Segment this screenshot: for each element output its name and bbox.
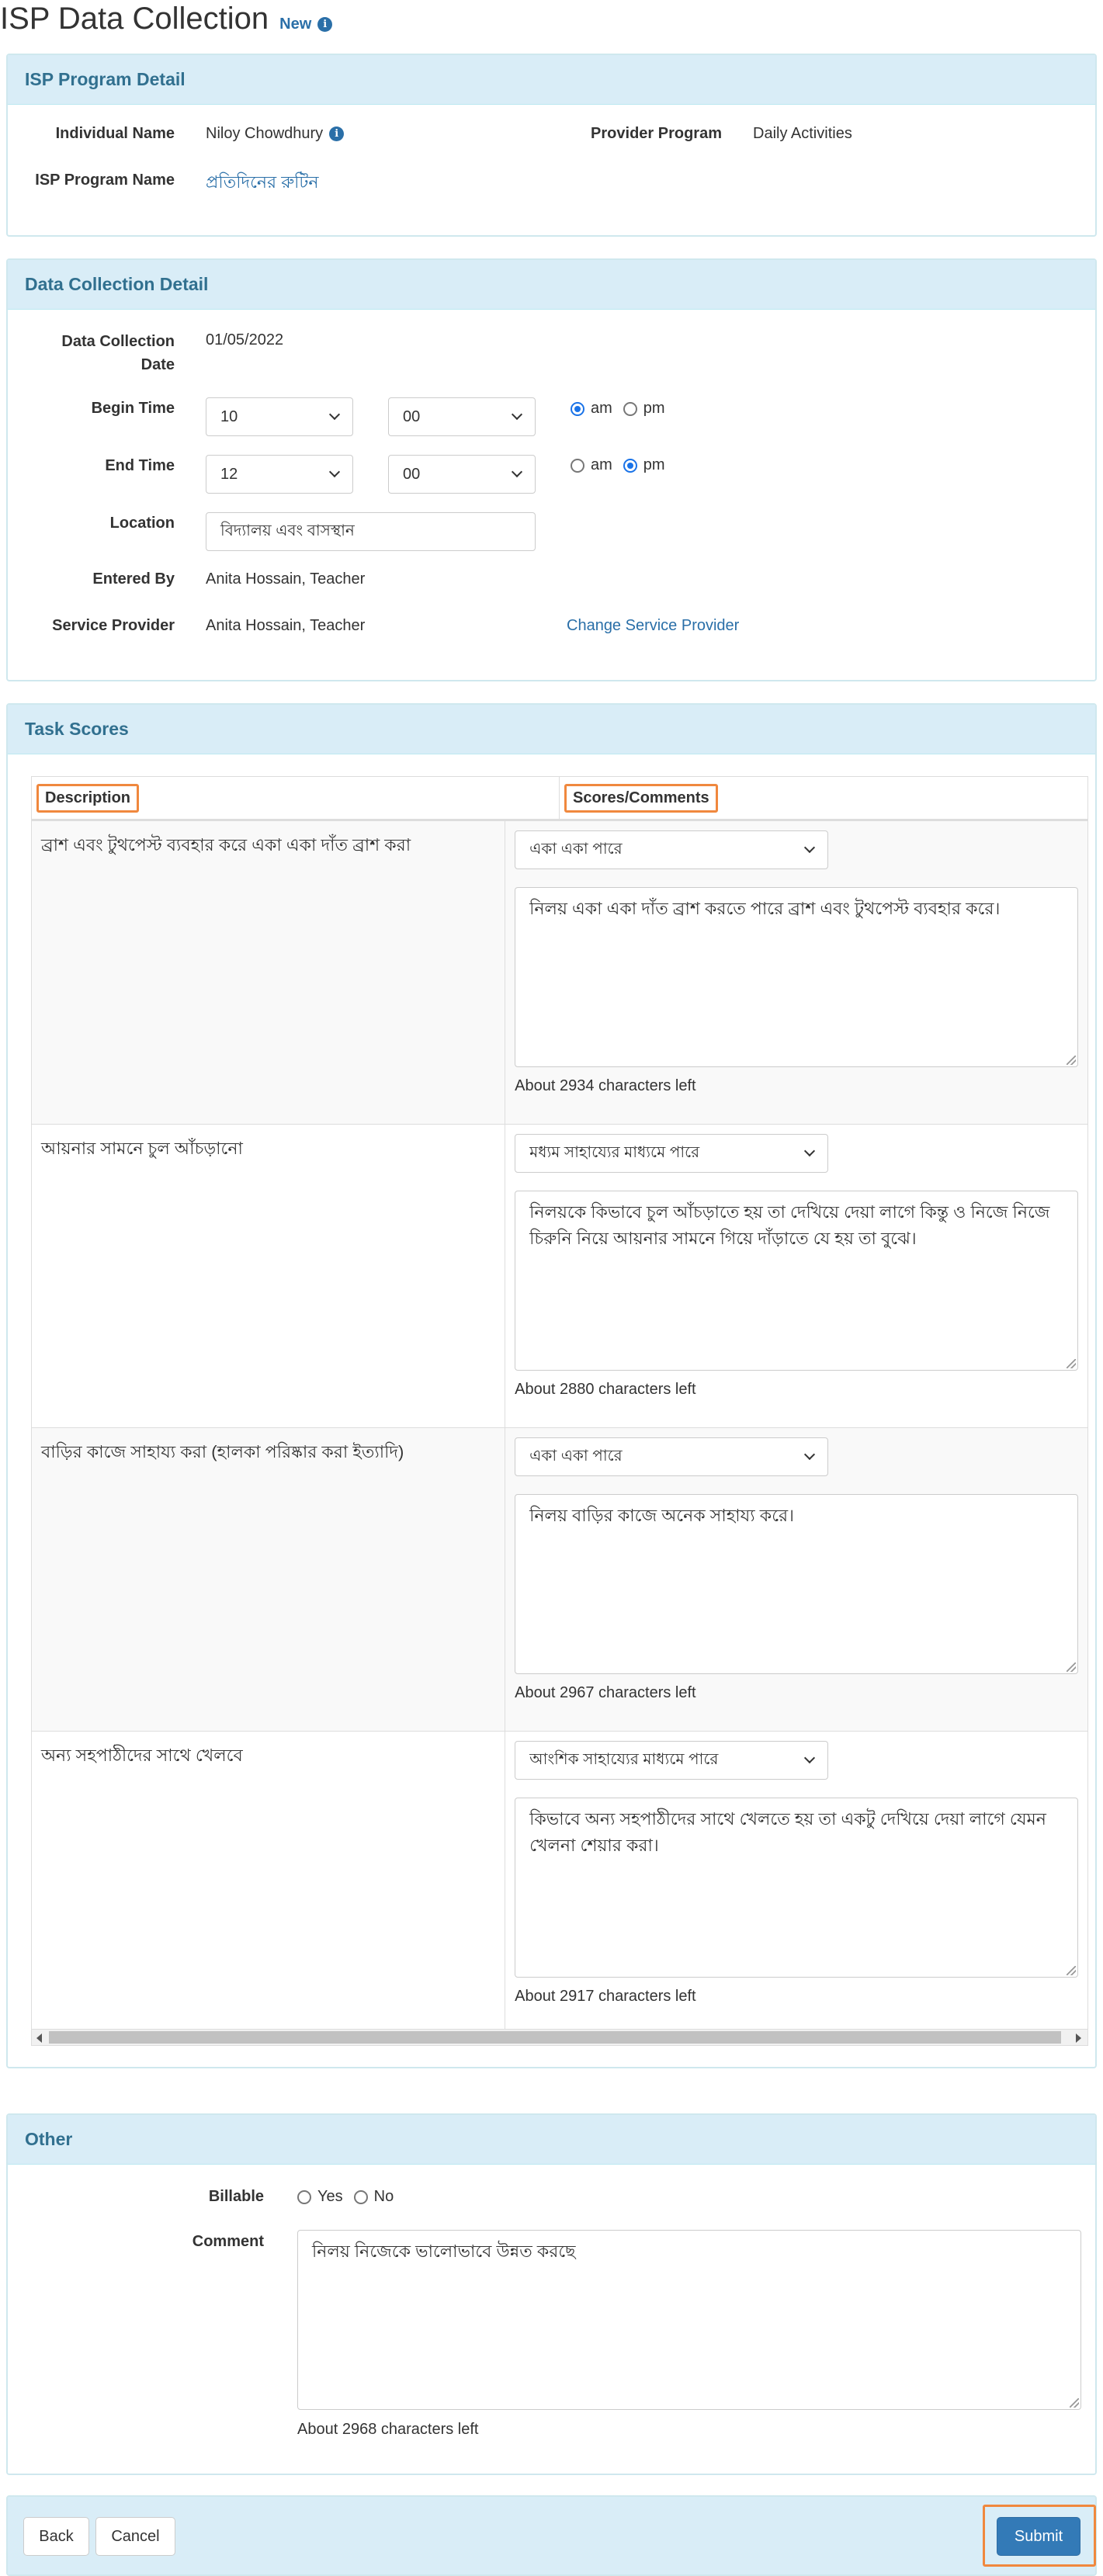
entered-by-label: Entered By — [92, 570, 175, 588]
data-collection-detail-panel — [6, 258, 1097, 681]
other-panel — [6, 2113, 1097, 2475]
entered-by-value: Anita Hossain, Teacher — [206, 570, 366, 588]
comment-textarea[interactable] — [515, 1798, 1078, 1978]
begin-minute-value: 00 — [403, 407, 421, 425]
chevron-down-icon — [804, 1449, 815, 1460]
task-score-cell — [505, 1732, 1087, 2034]
score-select[interactable] — [515, 1437, 828, 1476]
table-row — [32, 1731, 1087, 2034]
table-row — [32, 820, 1087, 1124]
footer-panel — [6, 2495, 1097, 2576]
provider-program-value: Daily Activities — [753, 125, 852, 142]
back-button[interactable]: Back — [23, 2517, 89, 2556]
score-value: আংশিক সাহায্যের মাধ্যমে পারে — [529, 1750, 719, 1768]
individual-info-icon[interactable]: i — [329, 127, 344, 141]
isp-program-name-link[interactable]: প্রতিদিনের রুটিন — [206, 172, 319, 192]
task-description: অন্য সহপাঠীদের সাথে খেলবে — [32, 1732, 505, 2034]
info-icon[interactable]: i — [317, 17, 332, 32]
score-value: একা একা পারে — [529, 1447, 623, 1465]
comment-text: নিলয় একা একা দাঁত ব্রাশ করতে পারে ব্রাশ এবং টুথপেস্ট ব্যবহার করে। — [529, 899, 1001, 918]
billable-yes-radio[interactable] — [297, 2190, 311, 2204]
chevron-down-icon — [512, 409, 522, 420]
description-header-cell — [32, 777, 560, 819]
chevron-down-icon — [804, 1753, 815, 1763]
comment-text: কিভাবে অন্য সহপাঠীদের সাথে খেলতে হয় তা একটু দেখিয়ে দেয়া লাগে যেমন খেলনা শেয়ার করা। — [529, 1809, 1046, 1855]
task-scores-table — [31, 776, 1088, 2035]
resize-handle-icon[interactable] — [1067, 1966, 1076, 1975]
score-select[interactable] — [515, 1134, 828, 1173]
end-minute-select[interactable] — [388, 455, 536, 494]
end-hour-value: 12 — [220, 465, 238, 483]
chevron-down-icon — [329, 409, 340, 420]
end-ampm-group — [571, 456, 676, 474]
page-header — [0, 0, 332, 37]
task-score-cell — [505, 821, 1087, 1124]
submit-button[interactable]: Submit — [997, 2517, 1080, 2556]
end-pm-label: pm — [643, 456, 665, 473]
scores-header-cell — [560, 777, 1087, 819]
scroll-left-icon[interactable] — [36, 2033, 42, 2043]
begin-ampm-group — [571, 400, 676, 418]
begin-am-label: am — [591, 400, 612, 417]
characters-left: About 2880 characters left — [515, 1381, 696, 1398]
chevron-down-icon — [329, 466, 340, 477]
panel-heading: Task Scores — [8, 705, 1095, 754]
comment-textarea[interactable] — [515, 1494, 1078, 1674]
other-comment-textarea[interactable] — [297, 2230, 1081, 2410]
comment-text: নিলয়কে কিভাবে চুল আঁচড়াতে হয় তা দেখিয়ে দেয়া লাগে কিন্তু ও নিজে নিজে চিরুনি নিয়ে আয়নার সামনে গিয়ে দাঁড়াতে যে হয় তা বুঝে। — [529, 1202, 1050, 1248]
date-label-line2: Date — [140, 356, 175, 373]
individual-name-label: Individual Name — [55, 125, 175, 142]
begin-hour-value: 10 — [220, 407, 238, 425]
date-label-line1: Data Collection — [61, 333, 175, 350]
new-label[interactable]: New — [279, 16, 312, 33]
comment-text: নিলয় বাড়ির কাজে অনেক সাহায্য করে। — [529, 1506, 795, 1525]
task-score-cell — [505, 1428, 1087, 1731]
billable-no-radio[interactable] — [354, 2190, 368, 2204]
task-score-cell — [505, 1125, 1087, 1427]
scrollbar-thumb[interactable] — [49, 2031, 1061, 2044]
chevron-down-icon — [512, 466, 522, 477]
begin-pm-label: pm — [643, 400, 665, 417]
task-scores-panel — [6, 703, 1097, 2068]
description-header[interactable]: Description — [36, 784, 139, 813]
characters-left: About 2934 characters left — [515, 1077, 696, 1094]
individual-name-value — [206, 125, 344, 143]
location-value: বিদ্যালয় এবং বাসস্থান — [220, 522, 355, 539]
location-input[interactable] — [206, 512, 536, 551]
panel-heading: Data Collection Detail — [8, 260, 1095, 310]
location-label: Location — [109, 515, 175, 532]
table-header-row — [32, 777, 1087, 820]
comment-label: Comment — [192, 2233, 264, 2250]
isp-program-detail-panel — [6, 54, 1097, 237]
service-provider-label: Service Provider — [52, 617, 175, 634]
other-characters-left: About 2968 characters left — [297, 2421, 479, 2438]
end-time-label: End Time — [105, 457, 175, 474]
billable-radio-group — [297, 2188, 404, 2206]
characters-left: About 2967 characters left — [515, 1684, 696, 1701]
score-select[interactable] — [515, 1741, 828, 1780]
other-comment-text: নিলয় নিজেকে ভালোভাবে উন্নত করছে — [312, 2241, 576, 2261]
billable-yes-label: Yes — [317, 2188, 343, 2205]
task-description: ব্রাশ এবং টুথপেস্ট ব্যবহার করে একা একা দাঁত ব্রাশ করা — [32, 821, 505, 1124]
page-title: ISP Data Collection — [0, 2, 269, 36]
begin-pm-radio[interactable] — [623, 402, 637, 416]
horizontal-scrollbar[interactable] — [31, 2029, 1088, 2046]
characters-left: About 2917 characters left — [515, 1988, 696, 2005]
date-value: 01/05/2022 — [206, 331, 284, 348]
individual-name-text: Niloy Chowdhury — [206, 125, 324, 142]
table-row — [32, 1124, 1087, 1427]
resize-handle-icon[interactable] — [1070, 2398, 1079, 2408]
panel-heading: Other — [8, 2115, 1095, 2165]
billable-label: Billable — [208, 2188, 264, 2205]
date-label — [8, 330, 175, 376]
scores-comments-header[interactable]: Scores/Comments — [564, 784, 718, 813]
end-minute-value: 00 — [403, 465, 421, 483]
panel-heading: ISP Program Detail — [8, 55, 1095, 105]
begin-hour-select[interactable] — [206, 397, 353, 436]
end-pm-radio[interactable] — [623, 459, 637, 473]
task-description: বাড়ির কাজে সাহায্য করা (হালকা পরিষ্কার করা ইত্যাদি) — [32, 1428, 505, 1731]
scroll-right-icon[interactable] — [1076, 2033, 1081, 2043]
end-am-label: am — [591, 456, 612, 473]
begin-minute-select[interactable] — [388, 397, 536, 436]
resize-handle-icon[interactable] — [1067, 1056, 1076, 1065]
comment-textarea[interactable] — [515, 887, 1078, 1067]
cancel-button[interactable]: Cancel — [95, 2517, 175, 2556]
billable-no-label: No — [373, 2188, 394, 2205]
provider-program-label: Provider Program — [591, 125, 722, 142]
chevron-down-icon — [804, 842, 815, 853]
begin-am-radio[interactable] — [571, 402, 584, 416]
chevron-down-icon — [804, 1146, 815, 1156]
new-link[interactable] — [279, 16, 332, 33]
comment-textarea[interactable] — [515, 1191, 1078, 1371]
end-am-radio[interactable] — [571, 459, 584, 473]
change-service-provider-link[interactable]: Change Service Provider — [567, 617, 740, 634]
score-select[interactable] — [515, 830, 828, 869]
score-value: একা একা পারে — [529, 840, 623, 858]
end-hour-select[interactable] — [206, 455, 353, 494]
service-provider-value: Anita Hossain, Teacher — [206, 617, 366, 634]
resize-handle-icon[interactable] — [1067, 1359, 1076, 1368]
isp-program-name-label: ISP Program Name — [35, 172, 175, 189]
resize-handle-icon[interactable] — [1067, 1662, 1076, 1672]
task-description: আয়নার সামনে চুল আঁচড়ানো — [32, 1125, 505, 1427]
table-row — [32, 1427, 1087, 1731]
score-value: মধ্যম সাহায্যের মাধ্যমে পারে — [529, 1143, 700, 1161]
begin-time-label: Begin Time — [91, 400, 175, 417]
